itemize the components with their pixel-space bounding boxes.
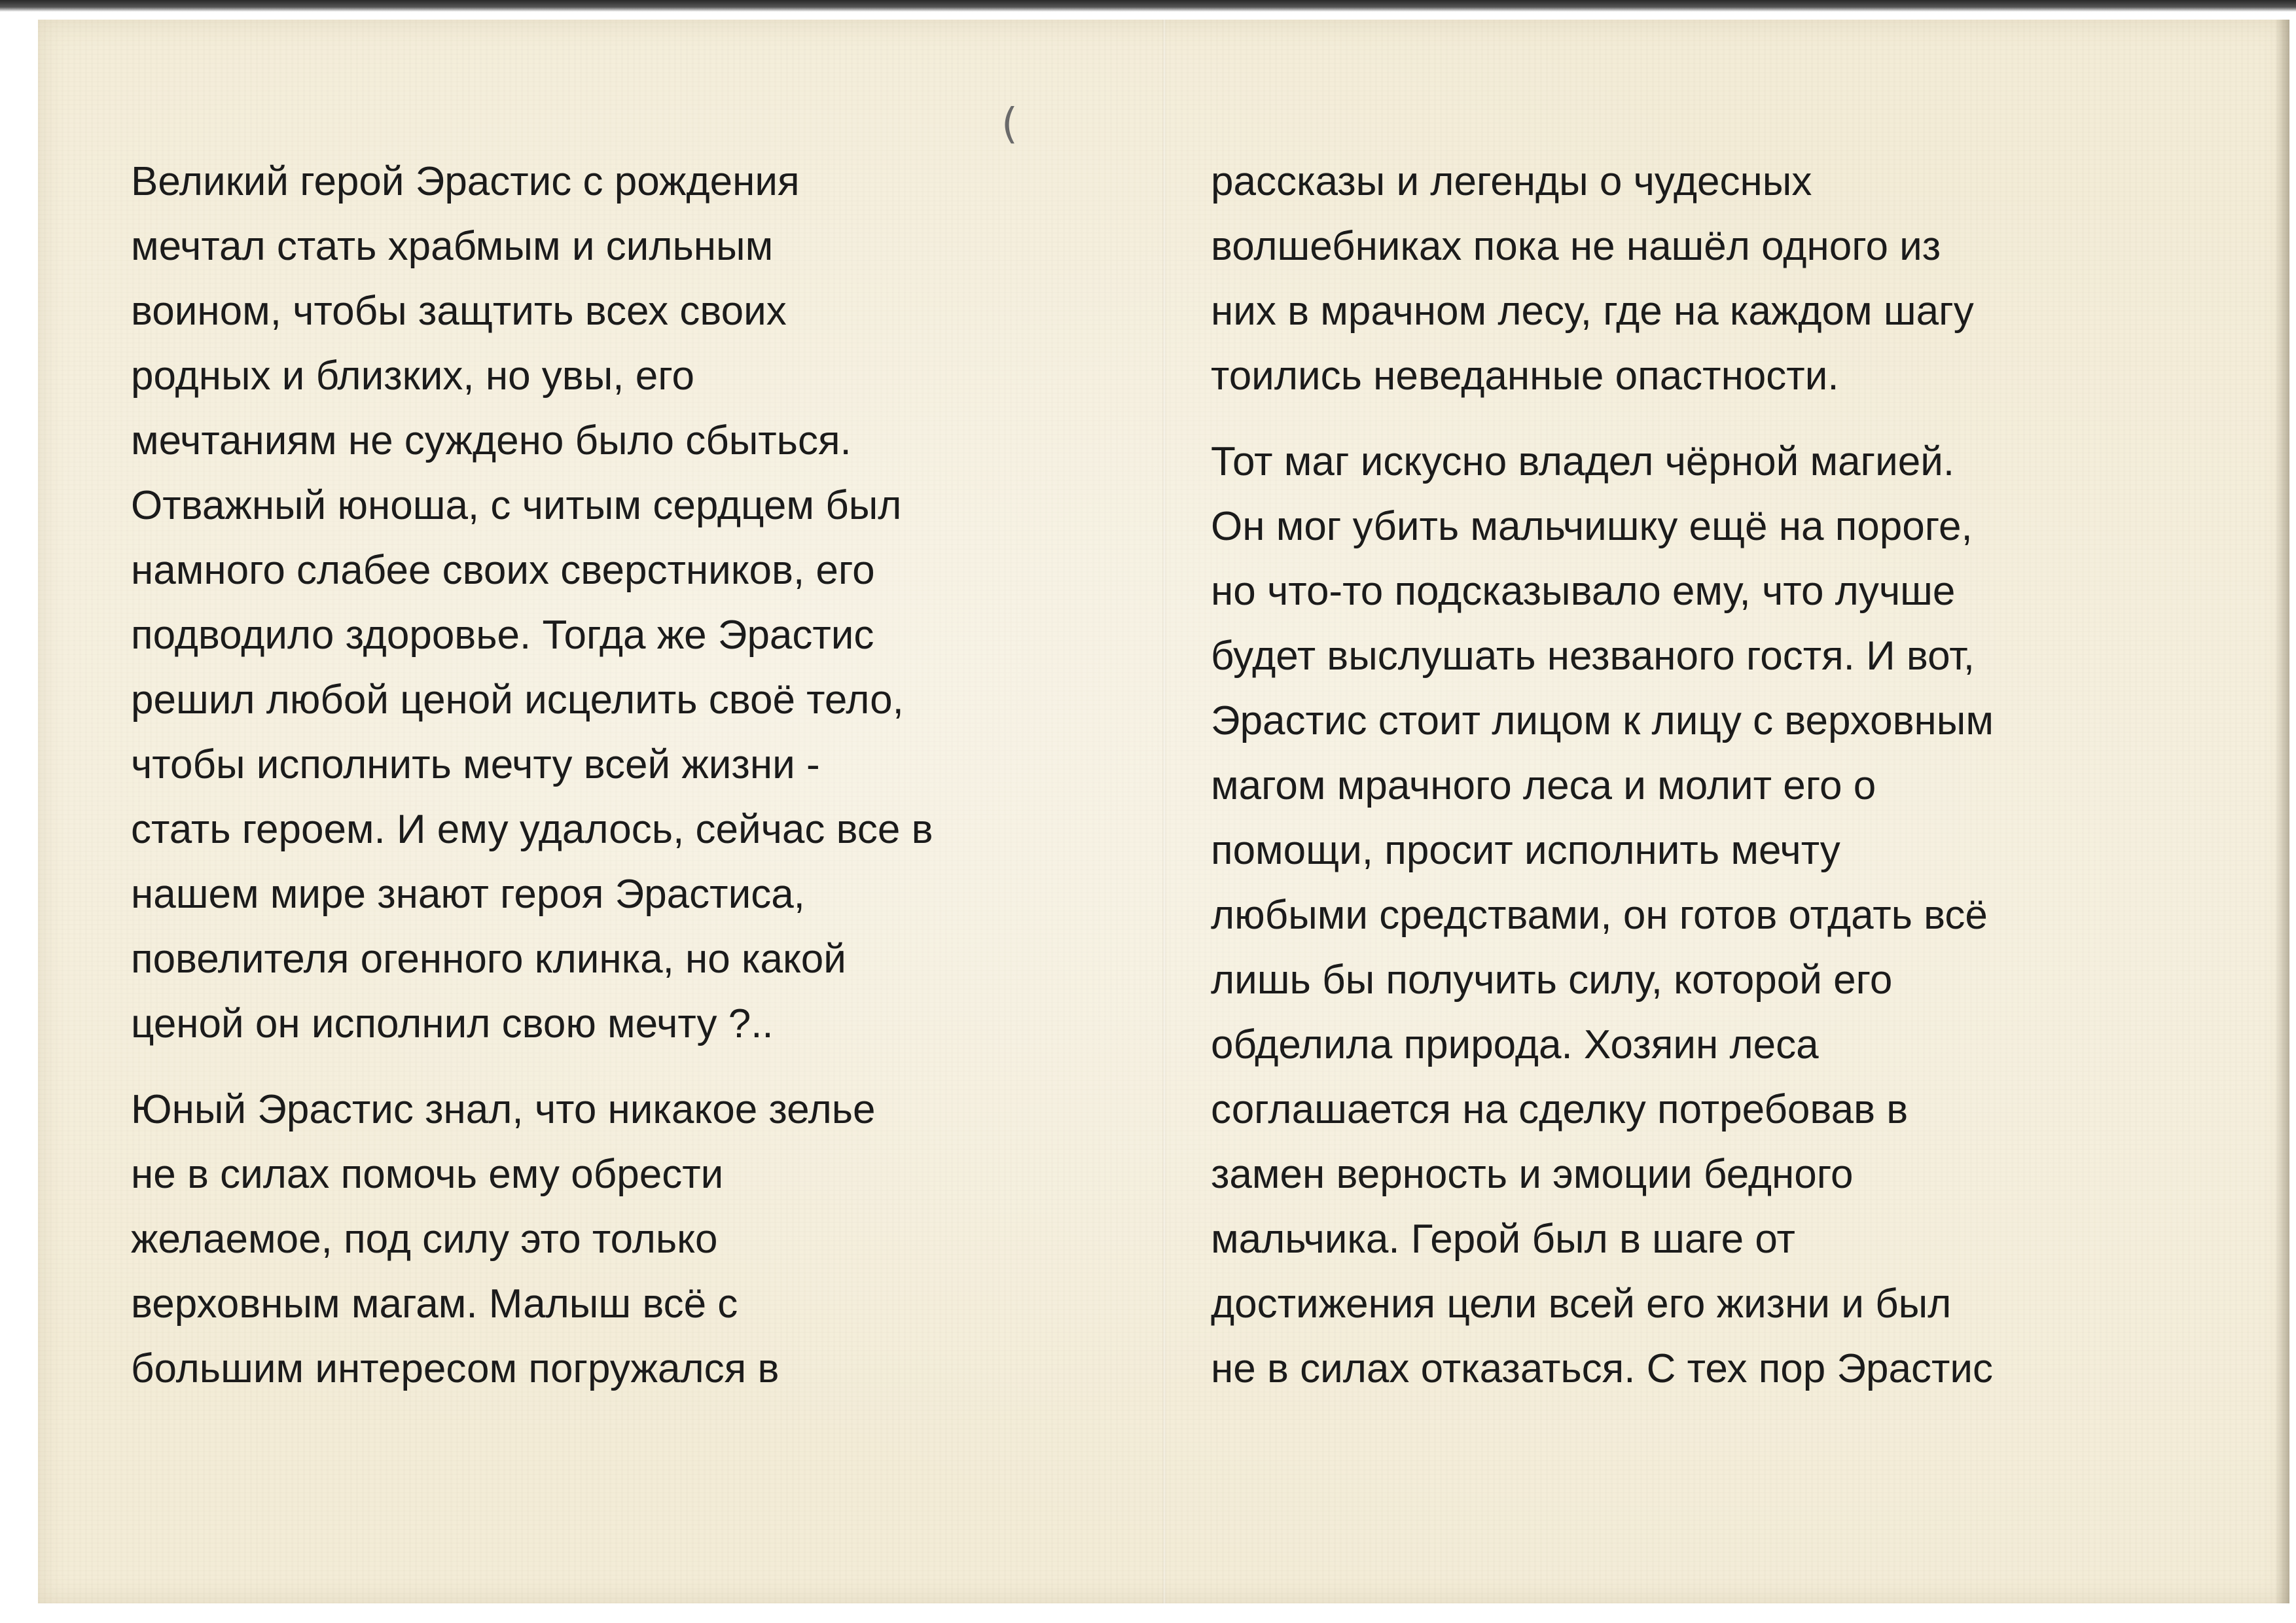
page-edge-shadow	[2275, 20, 2289, 1603]
pencil-mark: (	[1001, 100, 1018, 149]
left-page-text	[131, 149, 1060, 1422]
left-paragraph-2: Юный Эрастис знал, что никакое зелье не в силах помочь ему обрести желаемое, под силу это только верховным магам. Малыш всё с большим интересом погружался в	[131, 1087, 876, 1391]
right-paragraph-1: рассказы и легенды о чудесных волшебниках пока не нашёл одного из них в мрачном лесу, где на каждом шагу тоились неведанные опастности.	[1211, 159, 1974, 399]
scanner-edge	[0, 0, 2296, 12]
right-paragraph-2: Тот маг искусно владел чёрной магией. Он мог убить мальчишку ещё на пороге, но что-то подсказывало ему, что лучше будет выслушать незваного гостя. И вот, Эрастис стоит лицом к лицу с верховным магом мрачного леса и молит его о помощи, просит исполнить мечту любыми средствами, он готов отдать всё лишь бы получить силу, которой его обделила природа. Хозяин леса соглашается на сделку потребовав в замен верность и эмоции бедного мальчика. Герой был в шаге от достижения цели всей его жизни и был не в силах отказаться. С тех пор Эрастис	[1211, 439, 1994, 1391]
page-fold	[1162, 20, 1166, 1603]
right-page-text	[1211, 149, 2140, 1422]
left-paragraph-1: Великий герой Эрастис с рождения мечтал стать храбмым и сильным воином, чтобы защтить всех своих родных и близких, но увы, его мечтаниям не суждено было сбыться. Отважный юноша, с читым сердцем был намного слабее своих сверстников, его подводило здоровье. Тогда же Эрастис решил любой ценой исцелить своё тело, чтобы исполнить мечту всей жизни - стать героем. И ему удалось, сейчас все в нашем мире знают героя Эрастиса, повелителя огенного клинка, но какой ценой он исполнил свою мечту ?..	[131, 159, 933, 1046]
